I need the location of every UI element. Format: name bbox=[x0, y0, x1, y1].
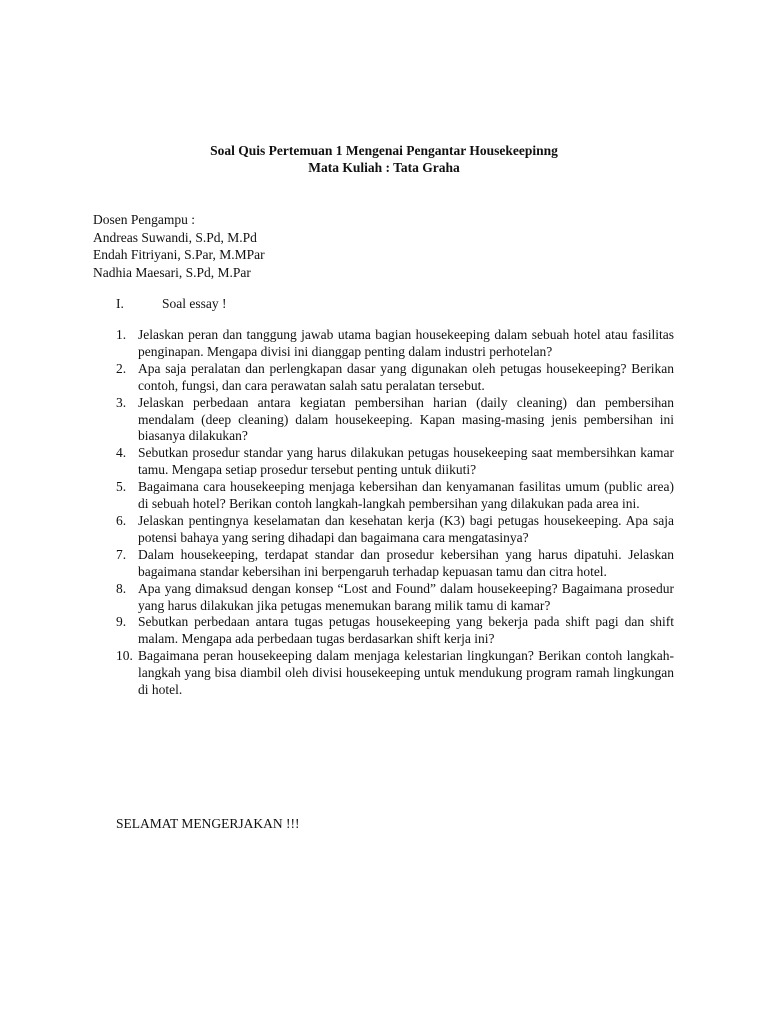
section-numeral: I. bbox=[116, 296, 124, 311]
document-title: Soal Quis Pertemuan 1 Mengenai Pengantar Housekeepinng bbox=[210, 143, 558, 158]
section-label: Soal essay ! bbox=[162, 296, 227, 311]
question-item bbox=[116, 445, 674, 479]
lecturer-name: Endah Fitriyani, S.Par, M.MPar bbox=[93, 247, 265, 263]
question-number: 8. bbox=[116, 580, 127, 596]
closing-message: SELAMAT MENGERJAKAN !!! bbox=[116, 816, 300, 831]
question-text: Sebutkan prosedur standar yang harus dilakukan petugas housekeeping saat membersihkan kamar tamu. Mengapa setiap prosedur tersebut penting untuk diikuti? bbox=[138, 445, 674, 478]
question-text: Jelaskan perbedaan antara kegiatan pembersihan harian (daily cleaning) dan pembersihan mendalam (deep cleaning) dalam housekeeping. Kapan masing-masing jenis pembersihan ini biasanya dilakukan? bbox=[138, 394, 674, 444]
question-list bbox=[116, 327, 674, 699]
question-number: 1. bbox=[116, 327, 127, 342]
lecturer-name: Nadhia Maesari, S.Pd, M.Par bbox=[93, 264, 251, 280]
question-number: 3. bbox=[116, 394, 127, 410]
question-text: Dalam housekeeping, terdapat standar dan prosedur kebersihan yang harus dipatuhi. Jelaskan bagaimana standar kebersihan ini berpengaruh terhadap kepuasan tamu dan citra hotel. bbox=[138, 546, 674, 579]
question-text: Jelaskan pentingnya keselamatan dan kesehatan kerja (K3) bagi petugas housekeeping. Apa saja potensi bahaya yang sering dihadapi dan bagaimana cara mengatasinya? bbox=[138, 512, 674, 545]
lecturer-heading: Dosen Pengampu : bbox=[93, 212, 195, 227]
course-title: Mata Kuliah : Tata Graha bbox=[308, 160, 460, 175]
question-item bbox=[116, 648, 674, 699]
question-text: Jelaskan peran dan tanggung jawab utama bagian housekeeping dalam sebuah hotel atau fasilitas penginapan. Mengapa divisi ini dianggap penting dalam industri perhotelan? bbox=[138, 327, 674, 359]
question-item bbox=[116, 395, 674, 446]
question-item bbox=[116, 361, 674, 395]
question-number: 4. bbox=[116, 445, 127, 461]
question-number: 9. bbox=[116, 614, 127, 630]
question-number: 6. bbox=[116, 512, 127, 528]
question-item bbox=[116, 327, 674, 361]
question-item bbox=[116, 547, 674, 581]
question-item bbox=[116, 614, 674, 648]
question-item bbox=[116, 513, 674, 547]
question-item bbox=[116, 581, 674, 615]
question-number: 10. bbox=[116, 648, 133, 664]
question-number: 2. bbox=[116, 360, 127, 376]
question-text: Bagaimana cara housekeeping menjaga kebersihan dan kenyamanan fasilitas umum (public area) di sebuah hotel? Berikan contoh langkah-langkah pembersihan yang dilakukan pada area ini. bbox=[138, 479, 674, 512]
lecturer-name: Andreas Suwandi, S.Pd, M.Pd bbox=[93, 229, 257, 245]
question-text: Sebutkan perbedaan antara tugas petugas housekeeping yang bekerja pada shift pagi dan shift malam. Mengapa ada perbedaan tugas berdasarkan shift kerja ini? bbox=[138, 614, 674, 647]
question-item bbox=[116, 479, 674, 513]
question-number: 5. bbox=[116, 479, 127, 495]
section-heading bbox=[116, 295, 227, 312]
question-text: Apa yang dimaksud dengan konsep “Lost and Found” dalam housekeeping? Bagaimana prosedur yang harus dilakukan jika petugas menemukan barang milik tamu di kamar? bbox=[138, 580, 674, 613]
lecturer-block bbox=[93, 211, 265, 281]
question-number: 7. bbox=[116, 546, 127, 562]
question-text: Apa saja peralatan dan perlengkapan dasar yang digunakan oleh petugas housekeeping? Berikan contoh, fungsi, dan cara perawatan salah satu peralatan tersebut. bbox=[138, 360, 674, 393]
question-text: Bagaimana peran housekeeping dalam menjaga kelestarian lingkungan? Berikan contoh langkah-langkah yang bisa diambil oleh divisi housekeeping untuk mendukung program ramah lingkungan di hotel. bbox=[138, 648, 674, 698]
